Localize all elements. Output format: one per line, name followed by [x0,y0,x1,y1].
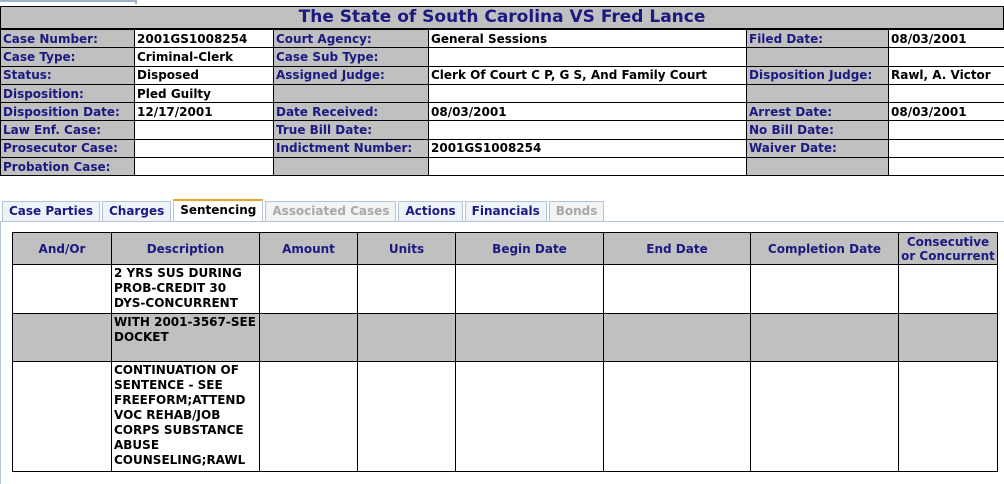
case-info-table [0,29,1004,176]
date-received-value: 08/03/2001 [429,103,747,121]
end-date-cell [604,362,751,472]
column-header-units: Units [358,233,456,265]
begin-date-cell [456,314,604,362]
tab-actions[interactable]: Actions [398,201,462,222]
case-type-label: Case Type: [1,48,135,66]
tab-charges[interactable]: Charges [102,201,171,222]
sentencing-panel [0,222,1004,484]
indictment-number-value: 2001GS1008254 [429,139,747,157]
empty-value-cell [889,158,1004,176]
filed-date-value: 08/03/2001 [889,30,1004,48]
tab-bonds: Bonds [549,201,605,222]
empty-label-cell [747,84,889,102]
indictment-number-label: Indictment Number: [274,139,429,157]
empty-value-cell [429,84,747,102]
column-header-and-or: And/Or [13,233,112,265]
disposition-judge-value: Rawl, A. Victor [889,66,1004,84]
and-or-cell [13,362,112,472]
amount-cell [260,362,358,472]
top-frame-edge [0,0,137,4]
case-type-value: Criminal-Clerk [135,48,274,66]
consecutive-cell [899,362,998,472]
and-or-cell [13,265,112,314]
status-value: Disposed [135,66,274,84]
empty-label-cell [274,158,429,176]
court-agency-value: General Sessions [429,30,747,48]
probation-case-label: Probation Case: [1,158,135,176]
end-date-cell [604,314,751,362]
completion-date-cell [751,265,899,314]
units-cell [358,362,456,472]
no-bill-date-label: No Bill Date: [747,121,889,139]
completion-date-cell [751,314,899,362]
begin-date-cell [456,265,604,314]
date-received-label: Date Received: [274,103,429,121]
end-date-cell [604,265,751,314]
case-number-value: 2001GS1008254 [135,30,274,48]
disposition-date-label: Disposition Date: [1,103,135,121]
status-label: Status: [1,66,135,84]
case-sub-type-value [429,48,747,66]
tab-sentencing[interactable]: Sentencing [173,199,263,222]
disposition-label: Disposition: [1,84,135,102]
units-cell [358,314,456,362]
column-header-consecutive-concurrent: Consecutive or Concurrent [899,233,998,265]
case-tabs [2,201,606,222]
court-agency-label: Court Agency: [274,30,429,48]
units-cell [358,265,456,314]
column-header-completion-date: Completion Date [751,233,899,265]
column-header-end-date: End Date [604,233,751,265]
description-cell: WITH 2001-3567-SEE DOCKET [112,314,260,362]
prosecutor-case-label: Prosecutor Case: [1,139,135,157]
empty-value-cell [889,48,1004,66]
begin-date-cell [456,362,604,472]
tab-associated-cases: Associated Cases [265,201,396,222]
case-number-label: Case Number: [1,30,135,48]
consecutive-cell [899,314,998,362]
column-header-description: Description [112,233,260,265]
probation-case-value [135,158,274,176]
table-row [13,362,998,472]
disposition-judge-label: Disposition Judge: [747,66,889,84]
disposition-value: Pled Guilty [135,84,274,102]
empty-label-cell [747,48,889,66]
column-header-begin-date: Begin Date [456,233,604,265]
assigned-judge-label: Assigned Judge: [274,66,429,84]
description-cell: 2 YRS SUS DURING PROB-CREDIT 30 DYS-CONCURRENT [112,265,260,314]
completion-date-cell [751,362,899,472]
amount-cell [260,314,358,362]
empty-label-cell [274,84,429,102]
no-bill-date-value [889,121,1004,139]
sentencing-table [12,232,998,472]
disposition-date-value: 12/17/2001 [135,103,274,121]
assigned-judge-value: Clerk Of Court C P, G S, And Family Court [429,66,747,84]
amount-cell [260,265,358,314]
true-bill-date-label: True Bill Date: [274,121,429,139]
empty-value-cell [429,158,747,176]
waiver-date-value [889,139,1004,157]
case-sub-type-label: Case Sub Type: [274,48,429,66]
consecutive-cell [899,265,998,314]
law-enf-case-label: Law Enf. Case: [1,121,135,139]
empty-value-cell [889,84,1004,102]
table-row [13,314,998,362]
empty-label-cell [747,158,889,176]
table-row [13,265,998,314]
prosecutor-case-value [135,139,274,157]
arrest-date-value: 08/03/2001 [889,103,1004,121]
page-title: The State of South Carolina VS Fred Lance [0,6,1004,29]
true-bill-date-value [429,121,747,139]
tab-case-parties[interactable]: Case Parties [2,201,100,222]
column-header-amount: Amount [260,233,358,265]
filed-date-label: Filed Date: [747,30,889,48]
arrest-date-label: Arrest Date: [747,103,889,121]
and-or-cell [13,314,112,362]
law-enf-case-value [135,121,274,139]
tab-financials[interactable]: Financials [465,201,547,222]
description-cell: CONTINUATION OF SENTENCE - SEE FREEFORM;ATTEND VOC REHAB/JOB CORPS SUBSTANCE ABUSE COUNSELING;RAWL [112,362,260,472]
waiver-date-label: Waiver Date: [747,139,889,157]
